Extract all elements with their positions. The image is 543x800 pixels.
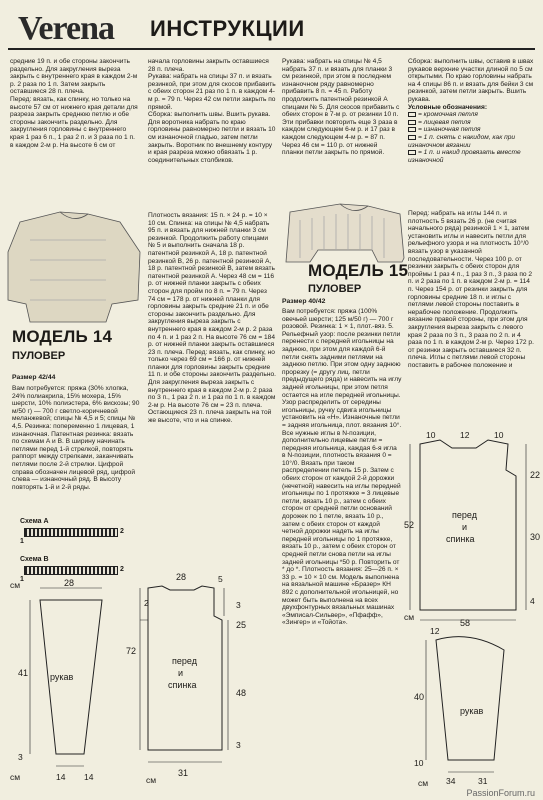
and-label: и <box>178 668 184 678</box>
dim-width: 58 <box>460 618 471 628</box>
dim-sleeve-bottom: 34 <box>446 776 456 786</box>
dim-body-length: 48 <box>236 688 247 698</box>
scheme-a-label: Схема А <box>20 518 49 525</box>
text-block: начала горловины закрыть оставшиеся 28 п. плеча. <box>148 58 269 73</box>
legend-item: = кромочная петля <box>408 111 536 119</box>
model-15-subtitle: ПУЛОВЕР <box>308 283 362 295</box>
dim-unit: см <box>10 772 21 782</box>
dim-body: 30 <box>530 532 541 542</box>
scheme-a-row-1: 1 <box>20 538 24 545</box>
back-label: спинка <box>168 680 197 690</box>
model-15-size: Размер 40/42 <box>282 298 326 305</box>
sleeve-label: рукав <box>460 706 484 716</box>
dim-shoulder-r: 10 <box>494 430 504 440</box>
sleeve-label: рукав <box>50 672 74 682</box>
scheme-a-row-2: 2 <box>120 528 124 535</box>
model-14-title: МОДЕЛЬ 14 <box>12 327 113 346</box>
legend-item: = 1 п. снять с накидом, как при изнаночном вязании <box>408 133 516 149</box>
page-title: ИНСТРУКЦИИ <box>150 16 305 41</box>
legend-item: = лицевая петля <box>408 119 536 127</box>
dim-band: 3 <box>236 740 241 750</box>
dim-armhole: 22 <box>530 470 541 480</box>
dim-neck-width: 28 <box>176 572 187 582</box>
dim-shoulder: 5 <box>218 574 223 584</box>
dim-unit: см <box>418 778 429 788</box>
model-15-title: МОДЕЛЬ 15 <box>308 261 409 280</box>
dim-rib: 4 <box>530 596 535 606</box>
dim-half-width: 31 <box>178 768 189 778</box>
scheme-b-row-1: 1 <box>20 576 24 583</box>
scheme-a-chart <box>24 528 118 537</box>
text-block: Перед: набрать на иглы 144 п. и плотность 5 вязать 26 р. (не считая начального ряда) резинкой 1 × 1, затем установить иглы и навесить петли для рельефного узора и на плотность 10°/0 вязать узор в указанной последовательности. Через 100 р. от резинки закрыть с обеих сторон для проймы 1 раз 4 п., 1 раз 3 п., 3 раза по 2 п. и 2 раза по 1 п. в каждом 2-м р. = 114 п. Через 154 р. от резинки закрыть для горловины средние 18 п. и иглы с петлями левой стороны поставить в нерабочее положение. Продолжить вязание правой стороны, при этом для закругления выреза закрыть с левого края 2 раза по 3 п., 3 раза по 2 п. и 4 раза по 1 п. в каждом 2-м р. Через 172 р. от резинки закрыть оставшиеся 32 п. плеча. Иглы с петлями левой стороны поставить в рабочее положение и <box>408 210 534 369</box>
dim-sleeve-width: 28 <box>64 578 75 588</box>
column-2-mid <box>148 212 276 532</box>
scheme-b-chart <box>24 566 118 575</box>
dim-sleeve-top: 31 <box>478 776 488 786</box>
brand-logo: Verena <box>18 10 114 47</box>
front-label: перед <box>452 510 477 520</box>
front-label: перед <box>172 656 197 666</box>
legend-title: Условные обозначения: <box>408 103 488 111</box>
dim-total-length: 72 <box>126 646 137 656</box>
dim-armhole: 25 <box>236 620 247 630</box>
dim-total: 52 <box>404 520 415 530</box>
dim-sleeve-length: 40 <box>414 692 425 702</box>
text-block: Рукава: набрать на спицы № 4,5 набрать 37 п. и вязать для планки 3 см резинкой, при этом в последнем изнаночном ряду равномерно прибавить 8 п. = 45 п. Работу продолжить патентной резинкой А спицами № 5. Для скосов прибавить с обеих сторон в 7-м р. от резинки 10 п. Эти прибавки повторить еще 3 раза в каждом следующем 6-м р. и 17 раз в каждом следующем 4-м р. = 87 п. Через 46 см = 110 р. от нижней планки петли закрыть по прямой. <box>282 58 400 157</box>
site-watermark: PassionForum.ru <box>466 788 535 798</box>
dim-sleeve-cap: 12 <box>430 626 440 636</box>
dim-cuff: 10 <box>414 758 424 768</box>
dim-sleeve-length: 41 <box>18 668 29 678</box>
scheme-b-label: Схема В <box>20 556 49 563</box>
dim-unit: см <box>146 775 157 785</box>
dim-neck: 12 <box>460 430 470 440</box>
text-block: Рукава: набрать на спицы 37 п. и вязать резинкой, при этом для скосов прибавить с обеих сторон 21 раз по 1 п. в каждом 4-м р. = 79 п. Через 42 см петли закрыть по прямой. <box>148 73 276 111</box>
text-block: Сборка: выполнить швы. Вшить рукава. Для воротника набрать по краю горловины равномерно петли и вязать 10 см изнаночной гладью, затем петли закрыть. Воротник по внешнему контуру и края разреза можно обвязать 1 р. соединительных столбиков. <box>148 111 276 164</box>
dim-cuff-right: 14 <box>84 772 94 782</box>
dim-drop: 2 <box>144 598 149 608</box>
schematic-sleeve-15 <box>426 637 504 772</box>
dim-cuff-left: 14 <box>56 772 66 782</box>
schematic-front-back-15 <box>410 440 526 620</box>
sweater-14-photo <box>8 212 140 322</box>
legend-item: = 1 п. и накид провязать вместе изнаночной <box>408 149 521 164</box>
dim-cuff: 3 <box>18 752 23 762</box>
schematic-front-back-14 <box>140 586 228 762</box>
text-block: средние 19 п. и обе стороны закончить раздельно. Для закругления выреза закрыть с внутреннего края в каждом 2-м р. 2 раза по 1 п. Затем закрыть оставшиеся 28 п. плеча. <box>10 58 138 96</box>
back-label: спинка <box>446 534 475 544</box>
column-4-mid <box>408 210 536 410</box>
dim-unit: см <box>404 612 415 622</box>
text-block: Плотность вязания: 15 п. × 24 р. = 10 × 10 см. Спинка: на спицы № 4,5 набрать 95 п. и вязать для нижней планки 3 см резинкой. Продолжить работу спицами № 5 и выполнить сначала 18 р. патентной резинкой А, 18 р. патентной резинкой В, 26 р. патентной резинкой А, 18 р. патентной резинкой В, затем вязать патентной резинкой А. Через 48 см = 116 р. от нижней планки закрыть с обеих сторон для пройм по 8 п. = 79 п. Через 74 см = 178 р. от нижней планки для горловины закрыть средние 21 п. и обе стороны закончить раздельно. Для закругления выреза закрыть с внутреннего края в каждом 2-м р. 2 раза по 4 п. и 1 раз 2 п. На высоте 76 см = 184 р. от нижней планки закрыть оставшиеся 23 п. плеча. Перед: вязать, как спинку, но только через 69 см = 166 р. от нижней планки для горловины закрыть средние 11 п. и обе стороны закончить раздельно. Для закругления выреза закрыть с внутреннего края в каждом 2-м р. 2 раза по 3 п., 1 раз 2 п. и 1 раз по 1 п. в каждом 2-м р. На высоте 76 см = 23 п. плеча. Остающиеся 23 п. плеча закрыть на той же высоте, что и на спинке. <box>148 212 276 425</box>
model-14-text <box>12 385 140 515</box>
model-14-size: Размер 42/44 <box>12 374 56 381</box>
and-label: и <box>462 522 468 532</box>
dim-unit: см <box>10 580 21 590</box>
text-block: Сборка: выполнить швы, оставив в швах рукавов верхние участки длиной по 5 см открытыми. По краю горловины набрать на 4 спицы 86 п. и вязать для бейки 3 см резинкой, затем петли закрыть. Вшить рукава. <box>408 58 534 103</box>
text-block: Вам потребуется: пряжа (30% хлопка, 24% полиакрила, 15% мохера, 15% шерсти, 10% полиэстера, 6% вискозы; 90 м/50 г) — 700 г светло-коричневой меланжевой; спицы № 4,5 и 5; спицы № 4,5. Резинка: попеременно 1 лицевая, 1 изнаночная. Патентная резинка: вязать по схемам А и В. В ширину начинать петлями перед 1-й стрелкой, повторять раппорт между стрелками, заканчивать петлями после 2-й стрелки. Цифрой справа обозначен лицевой ряд, цифрой слева — изнаночный ряд. В высоту повторять 1-й и 2-й ряды. <box>12 385 140 491</box>
legend-item: = изнаночная петля <box>408 126 536 134</box>
model-15-text <box>282 308 402 790</box>
text-block: Вам потребуется: пряжа (100% овечьей шерсти; 125 м/50 г) — 700 г розовой. Резинка: 1 × 1, плот.-вяз. 5. Рельефный узор: после резинки петли перенести с передней игольницы на заднюю, при этом для каждой 6-й петли снять задними петлями на заднюю петлю. При этом одну заднюю прорезку (= другу лиц. петли предыдущего ряда) и навесить на иглу задней игольницы, при этом петля остается на игле передней игольницы. Узор распределить от середины игольницы, ручку сдвига игольницы установить на «Н». Изнаночные петли = задняя игольница, плот. вязания 10°. Все нужные иглы в N-позиции, дополнительно лицевые петли = передняя игольница, каждая 6-я игла в N-позиции, плотность вязания 0 = 10°/0. Вязать при таком распределении петель 15 р. Затем с обеих сторон от каждой 2-й дорожки (нечетной) навесить на иглы передней игольницы по 1 протяжке = 3 лицевые петли, вязать 10 р., затем с обеих сторон от средней петли оснований дорожек по 1 петле, вязать 10 р., затем с обеих сторон от каждой четной дорожки надеть на иглы передней игольницы по 1 протяжке, вязать 10 р., затем с обеих сторон от средней петли снова петли на иглы задней игольницы *50 р. Повторить от * до *. Плотность вязания: 25—26 п. × 33 р. = 10 × 10 см. Модель выполнена на вязальной машине «Бразер» КН 892 с дополнительной игольницей, но может быть выполнена на всех двухфонтурных вязальных машинах «Эмписал-Сильвер», «Пфафф», «Зингер» и «Тойота». <box>282 308 402 627</box>
scheme-b-row-2: 2 <box>120 566 124 573</box>
dim-armhole-a: 3 <box>236 600 241 610</box>
text-block: Перед: вязать, как спинку, но только на высоте 57 см от нижнего края детали для разреза закрыть среднюю петлю и обе стороны закончить раздельно. Для закругления горловины с внутреннего края 1 раз 6 п., 1 раз 2 п. и 3 раза по 1 п. в каждом 2-м р. На высоте 6 см от <box>10 95 138 149</box>
model-14-subtitle: ПУЛОВЕР <box>12 350 66 362</box>
dim-shoulder-l: 10 <box>426 430 436 440</box>
sweater-15-photo <box>286 204 404 262</box>
